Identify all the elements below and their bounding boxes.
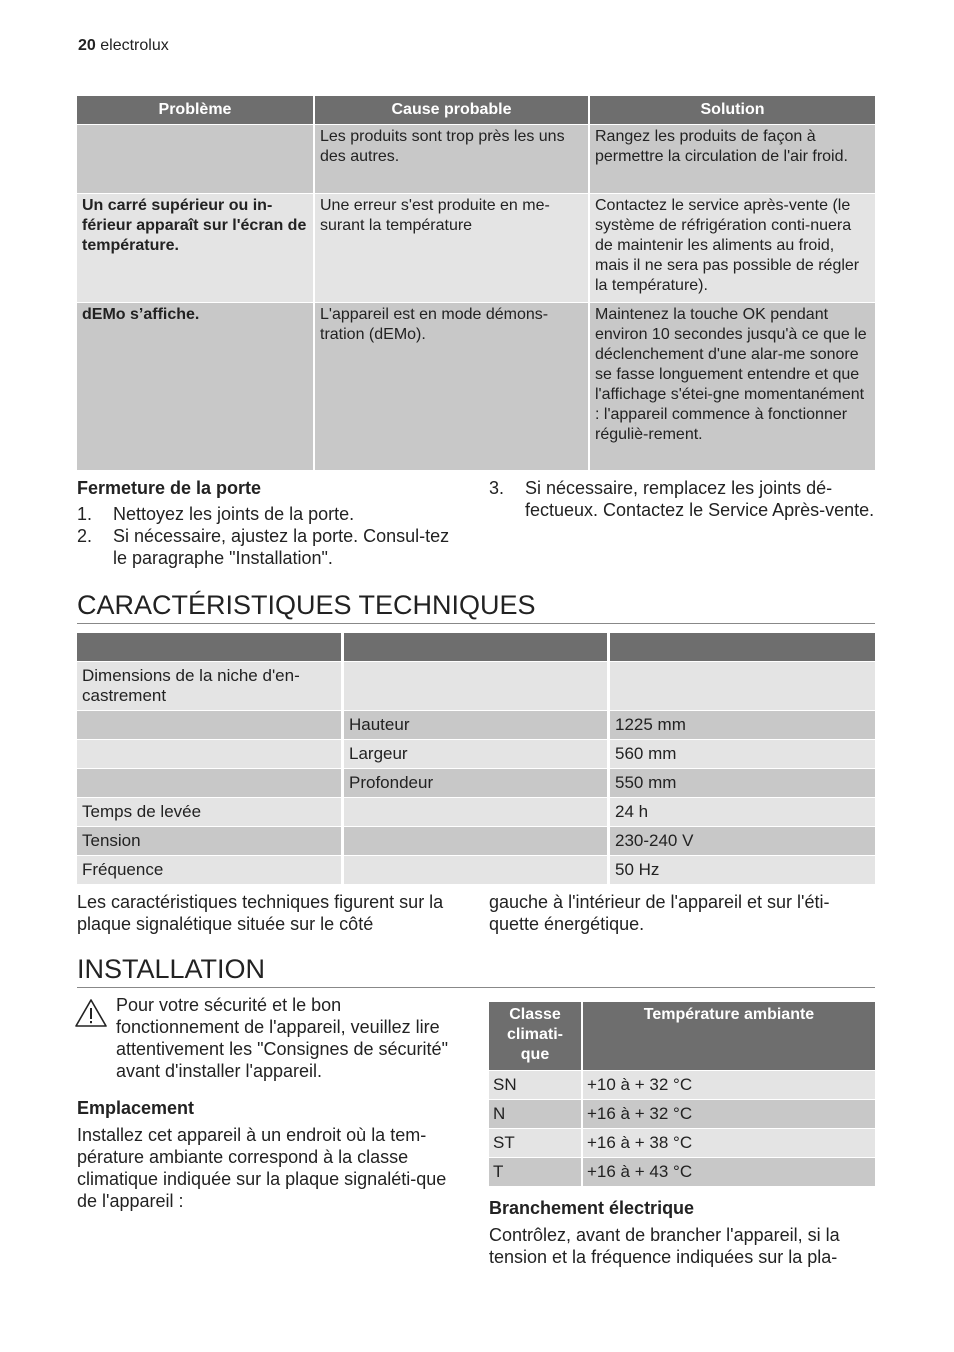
specs-note-left: Les caractéristiques techniques figurent sur la plaque signalétique située sur le côté [77,892,444,934]
spec-label-cell [77,739,344,768]
troubleshooting-table [77,96,875,470]
spec-value-cell: 560 mm [610,739,875,768]
list-item: 1. Nettoyez les joints de la porte. [77,504,355,524]
spec-value-cell: 1225 mm [610,710,875,739]
page-header [78,37,169,55]
spec-value-cell: 550 mm [610,768,875,797]
table-header-row [77,633,875,661]
spec-sub-cell [344,826,610,855]
electric-connection-title: Branchement électrique [489,1198,695,1218]
spec-value-cell [610,661,875,710]
door-section-left [77,477,467,569]
column-header-problem: Problème [77,96,315,124]
column-header-solution: Solution [590,96,875,124]
climate-class-table [489,1002,875,1186]
column-header-cause: Cause probable [315,96,590,124]
cause-cell: L'appareil est en mode démons-tration (dEMo). [315,302,590,470]
temperature-cell: +16 à + 32 °C [583,1099,875,1128]
spec-sub-cell [344,661,610,710]
table-row [77,768,875,797]
climate-class-cell: N [489,1099,583,1128]
solution-cell: Rangez les produits de façon à permettre la circulation de l'air froid. [590,124,875,193]
column-header-class: Classe climati-que [489,1002,583,1070]
spec-value-cell: 50 Hz [610,855,875,884]
safety-warning-text: Pour votre sécurité et le bon fonctionnement de l'appareil, veuillez lire attentivement les "Consignes de sécurité" avant d'installer l'appareil. [116,995,448,1081]
location-text: Installez cet appareil à un endroit où la tem-pérature ambiante correspond à la classe climatique indiquée sur la plaque signaléti-que de l'appareil : [77,1125,447,1211]
climate-class-cell: SN [489,1070,583,1099]
table-row [77,826,875,855]
problem-cell: Un carré supérieur ou in-férieur apparaît sur l'écran de température. [77,193,315,302]
page-number: 20 [78,37,96,54]
spec-label-cell: Tension [77,826,344,855]
solution-cell: Maintenez la touche OK pendant environ 10 secondes jusqu'à ce que le déclenchement d'une alar-me sonore se fasse longuement entendre et que l'affichage s'étei-gne momentanément : l'appareil commence à fonctionner réguliè-rement. [590,302,875,470]
table-row [77,124,875,193]
table-row [77,739,875,768]
spec-label-cell: Fréquence [77,855,344,884]
table-row [489,1157,875,1186]
problem-cell [77,124,315,193]
table-row [77,193,875,302]
solution-cell: Contactez le service après-vente (le système de réfrigération conti-nuera de maintenir les aliments au froid, mais il ne sera pas possible de régler la température). [590,193,875,302]
temperature-cell: +16 à + 43 °C [583,1157,875,1186]
section-title-specs: CARACTÉRISTIQUES TECHNIQUES [77,590,875,624]
spec-sub-cell: Profondeur [344,768,610,797]
table-row [77,710,875,739]
spec-label-cell: Temps de levée [77,797,344,826]
table-row [489,1128,875,1157]
spec-sub-cell: Hauteur [344,710,610,739]
temperature-cell: +10 à + 32 °C [583,1070,875,1099]
spec-sub-cell: Largeur [344,739,610,768]
list-item: 3. Si nécessaire, remplacez les joints dé-fectueux. Contactez le Service Après-vente. [489,478,875,520]
table-row [77,302,875,470]
electric-connection-text: Contrôlez, avant de brancher l'appareil, si la tension et la fréquence indiquées sur la pla- [489,1225,840,1267]
specs-table [77,633,875,884]
table-row [489,1099,875,1128]
climate-class-cell: T [489,1157,583,1186]
cause-cell: Les produits sont trop près les uns des autres. [315,124,590,193]
temperature-cell: +16 à + 38 °C [583,1128,875,1157]
brand-name: electrolux [100,37,169,54]
spec-value-cell: 230-240 V [610,826,875,855]
door-steps-list-continued [489,477,875,521]
problem-cell: dEMo s’affiche. [77,302,315,470]
table-row [77,661,875,710]
spec-label-cell [77,710,344,739]
table-header-row [489,1002,875,1070]
table-row [489,1070,875,1099]
column-header-temperature: Température ambiante [583,1002,875,1070]
warning-triangle-icon [74,998,108,1028]
specs-note-right: gauche à l'intérieur de l'appareil et sur l'éti-quette énergétique. [489,892,830,934]
list-item: 2. Si nécessaire, ajustez la porte. Consul-tez le paragraphe "Installation". [77,526,450,568]
spec-label-cell [77,768,344,797]
spec-sub-cell [344,797,610,826]
table-header-row [77,96,875,124]
spec-value-cell: 24 h [610,797,875,826]
door-steps-list [77,503,467,569]
section-title-installation: INSTALLATION [77,954,875,988]
door-section-title: Fermeture de la porte [77,478,262,498]
spec-label-cell: Dimensions de la niche d'en-castrement [77,661,344,710]
table-row [77,797,875,826]
door-section-right [489,477,875,521]
location-title: Emplacement [77,1098,195,1118]
table-row [77,855,875,884]
spec-sub-cell [344,855,610,884]
climate-class-cell: ST [489,1128,583,1157]
cause-cell: Une erreur s'est produite en me-surant la température [315,193,590,302]
